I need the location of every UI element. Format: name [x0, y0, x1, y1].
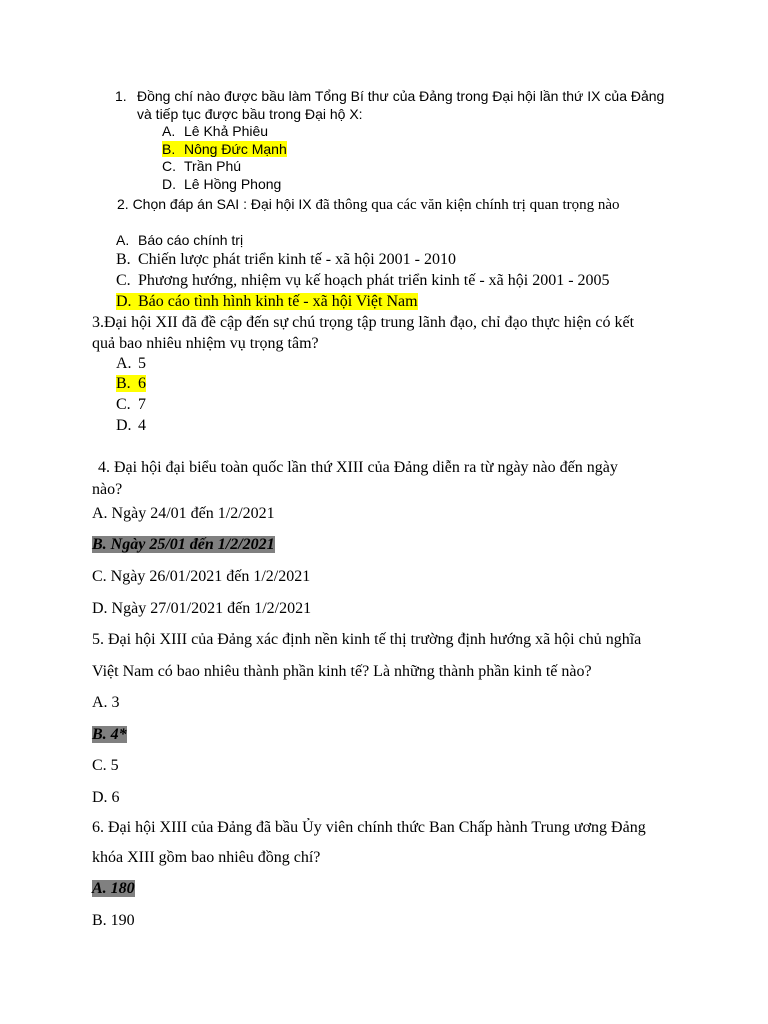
q2-stem: 2. Chọn đáp án SAI : Đại hội IX đã thông qua các văn kiện chính trị quan trọng nào: [117, 196, 620, 213]
q1-number: 1.: [115, 88, 127, 104]
q5-option-a: A. 3: [92, 694, 120, 711]
q6-option-a: A. 180: [92, 880, 135, 897]
q6-option-b: B. 190: [92, 912, 135, 929]
q1-option-a: A. Lê Khả Phiêu: [162, 123, 269, 139]
q2-option-c: C. Phương hướng, nhiệm vụ kế hoạch phát triển kinh tế - xã hội 2001 - 2005: [116, 272, 610, 289]
q4-option-c: C. Ngày 26/01/2021 đến 1/2/2021: [92, 568, 311, 585]
q1-option-d: D. Lê Hồng Phong: [162, 176, 282, 192]
q5-option-d: D. 6: [92, 789, 120, 806]
q2-option-a: A. Báo cáo chính trị: [116, 232, 244, 248]
q3-option-a: A. 5: [116, 355, 146, 372]
q1-stem-line2: và tiếp tục được bầu trong Đại hộ X:: [137, 106, 363, 122]
q4-stem-line1: 4. Đại hội đại biểu toàn quốc lần thứ XIII của Đảng diễn ra từ ngày nào đến ngày: [98, 459, 618, 476]
q4-stem-line2: nào?: [92, 481, 123, 498]
q3-option-b: B. 6: [116, 375, 146, 392]
q6-stem-line1: 6. Đại hội XIII của Đảng đã bầu Ủy viên chính thức Ban Chấp hành Trung ương Đảng: [92, 819, 646, 836]
q4-option-b: B. Ngày 25/01 đến 1/2/2021: [92, 536, 275, 553]
q2-option-b: B. Chiến lược phát triển kinh tế - xã hội 2001 - 2010: [116, 251, 456, 268]
q5-option-c: C. 5: [92, 757, 119, 774]
q1-option-c: C. Trần Phú: [162, 158, 242, 174]
q4-option-d: D. Ngày 27/01/2021 đến 1/2/2021: [92, 600, 312, 617]
q1-text: Đồng chí nào được bầu làm Tổng Bí thư của Đảng trong Đại hội lần thứ IX của Đảng: [137, 88, 665, 104]
q3-stem-line2: quả bao nhiêu nhiệm vụ trọng tâm?: [92, 335, 319, 352]
q5-stem-line1: 5. Đại hội XIII của Đảng xác định nền kinh tế thị trường định hướng xã hội chủ nghĩa: [92, 631, 642, 648]
q1-stem-line1: [115, 86, 664, 106]
q3-option-d: D. 4: [116, 417, 146, 434]
q6-stem-line2: khóa XIII gồm bao nhiêu đồng chí?: [92, 849, 321, 866]
q3-option-c: C. 7: [116, 396, 146, 413]
q5-option-b: B. 4*: [92, 726, 127, 743]
q4-option-a: A. Ngày 24/01 đến 1/2/2021: [92, 505, 275, 522]
q5-stem-line2: Việt Nam có bao nhiêu thành phần kinh tế? Là những thành phần kinh tế nào?: [92, 663, 592, 680]
q2-option-d: D. Báo cáo tình hình kinh tế - xã hội Việt Nam: [116, 293, 418, 310]
q1-option-b: B. Nông Đức Mạnh: [162, 141, 287, 157]
q3-stem-line1: 3.Đại hội XII đã đề cập đến sự chú trọng tập trung lãnh đạo, chỉ đạo thực hiện có kết: [92, 314, 635, 331]
